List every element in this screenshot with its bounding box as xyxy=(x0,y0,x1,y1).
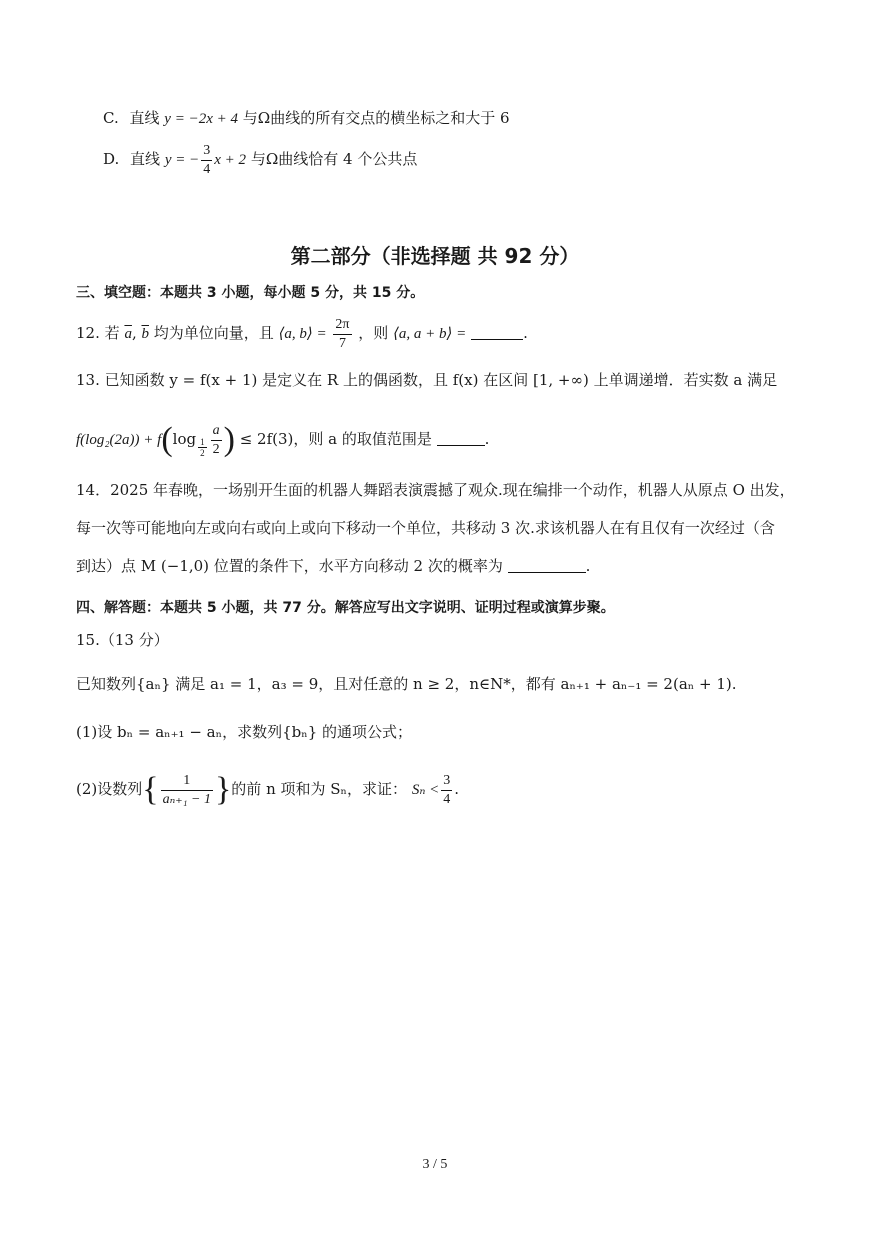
q13-fraction: $\frac{a}{2}$ xyxy=(212,422,220,457)
q12-number: 12. xyxy=(76,324,100,342)
q15-bound-fraction: $\frac{3}{4}$ xyxy=(443,772,451,807)
q15-sequence-fraction: $\frac{1}{\text{aₙ₊₁ − 1}}$ xyxy=(162,772,211,807)
question-12: 12. 若 $\overline{a}$, $\overline{b}$ 均为单位向量，且 ⟨a, b⟩ = $\frac{2\pi}{7}$ ，则 ⟨a, a + b⟩ = . xyxy=(76,316,528,351)
q12-fraction: $\frac{2\pi}{7}$ xyxy=(335,316,350,351)
option-c-post: 与Ω曲线的所有交点的横坐标之和大于 6 xyxy=(242,109,510,127)
q15-part2-mid: 的前 n 项和为 Sₙ，求证： xyxy=(231,780,408,798)
question-14-line2: 每一次等可能地向左或向右或向上或向下移动一个单位，共移动 3 次.求该机器人在有且仅有一次经过（含 xyxy=(76,519,775,537)
option-c-pre: 直线 xyxy=(129,109,160,127)
q15-line1: 已知数列{aₙ} 满足 a₁ = 1，a₃ = 9，且对任意的 n ≥ 2，n∈N*，都有 aₙ₊₁ + aₙ₋₁ = 2(aₙ + 1). xyxy=(76,675,737,693)
q12-vector-a: $\overline{a}$ xyxy=(124,326,132,342)
option-c-expr: y = −2x + 4 xyxy=(164,111,238,127)
q13-log-half: log xyxy=(172,430,197,448)
q14-end: . xyxy=(585,557,591,575)
page-number: 3 / 5 xyxy=(422,1157,448,1172)
q12-answer-blank xyxy=(471,325,523,340)
q12-angle: ⟨a, b⟩ = xyxy=(278,326,327,342)
option-d-expr-pre: y = − xyxy=(164,152,200,168)
q15-number: 15.（13 分） xyxy=(76,631,169,649)
option-d xyxy=(103,140,417,179)
q15-part1: (1)设 bₙ = aₙ₊₁ − aₙ，求数列{bₙ} 的通项公式； xyxy=(76,723,413,741)
option-d-expr-post: x + 2 xyxy=(214,152,247,168)
q15-part2-pre: (2)设数列 xyxy=(76,780,143,798)
q13-answer-blank xyxy=(437,431,485,446)
q13-log-base: $\frac{1}{2}$ xyxy=(200,437,205,458)
option-c xyxy=(103,108,510,129)
option-d-label: D. xyxy=(103,150,120,168)
q13-line2-post: ≤ 2f(3)，则 a 的取值范围是 xyxy=(239,430,432,448)
q14-line3: 到达）点 M (−1,0) 位置的条件下，水平方向移动 2 次的概率为 xyxy=(76,557,503,575)
q13-line2-pre: f(log₂(2a)) + f xyxy=(76,432,162,448)
q14-answer-blank xyxy=(508,558,586,573)
option-d-post: 与Ω曲线恰有 4 个公共点 xyxy=(250,150,418,168)
q12-angle2: ⟨a, a + b⟩ = xyxy=(393,326,467,342)
q15-sn: Sₙ < xyxy=(411,782,440,798)
question-13-line1 xyxy=(76,370,777,390)
question-14-line3 xyxy=(76,556,590,576)
option-c-label: C. xyxy=(103,109,119,127)
q15-end: . xyxy=(454,780,460,798)
q13-line1: 已知函数 y = f(x + 1) 是定义在 R 上的偶函数，且 f(x) 在区间 [1, +∞) 上单调递增．若实数 a 满足 xyxy=(104,371,778,389)
part-two-title: 第二部分（非选择题 共 92 分） xyxy=(290,244,580,268)
question-13-line2: f(log₂(2a)) + f(log $\frac{1}{2}$ $\frac{a}{2}$ ) ≤ 2f(3)，则 a 的取值范围是 . xyxy=(76,421,490,458)
q13-end: . xyxy=(484,430,490,448)
q12-text3: ，则 xyxy=(358,324,389,342)
q12-vector-b: $\overline{b}$ xyxy=(141,326,149,342)
q15-part2: (2)设数列{ $\frac{1}{\text{aₙ₊₁ − 1}}$ }的前 n 项和为 Sₙ，求证： Sₙ < $\frac{3}{4}$ . xyxy=(76,771,460,808)
q12-text1: 若 xyxy=(104,324,120,342)
section-three-header: 三、填空题：本题共 3 小题，每小题 5 分，共 15 分。 xyxy=(76,285,425,301)
q12-text2: 均为单位向量，且 xyxy=(153,324,274,342)
q12-end: . xyxy=(523,324,528,342)
question-14-line1: 14．2025 年春晚，一场别开生面的机器人舞蹈表演震撼了观众.现在编排一个动作，机器人从原点 O 出发， xyxy=(76,481,795,499)
option-d-pre: 直线 xyxy=(130,150,161,168)
q13-number: 13. xyxy=(76,371,100,389)
section-four-header: 四、解答题：本题共 5 小题，共 77 分。解答应写出文字说明、证明过程或演算步聚。 xyxy=(76,600,615,616)
option-d-fraction: $\frac{3}{4}$ xyxy=(203,142,211,177)
